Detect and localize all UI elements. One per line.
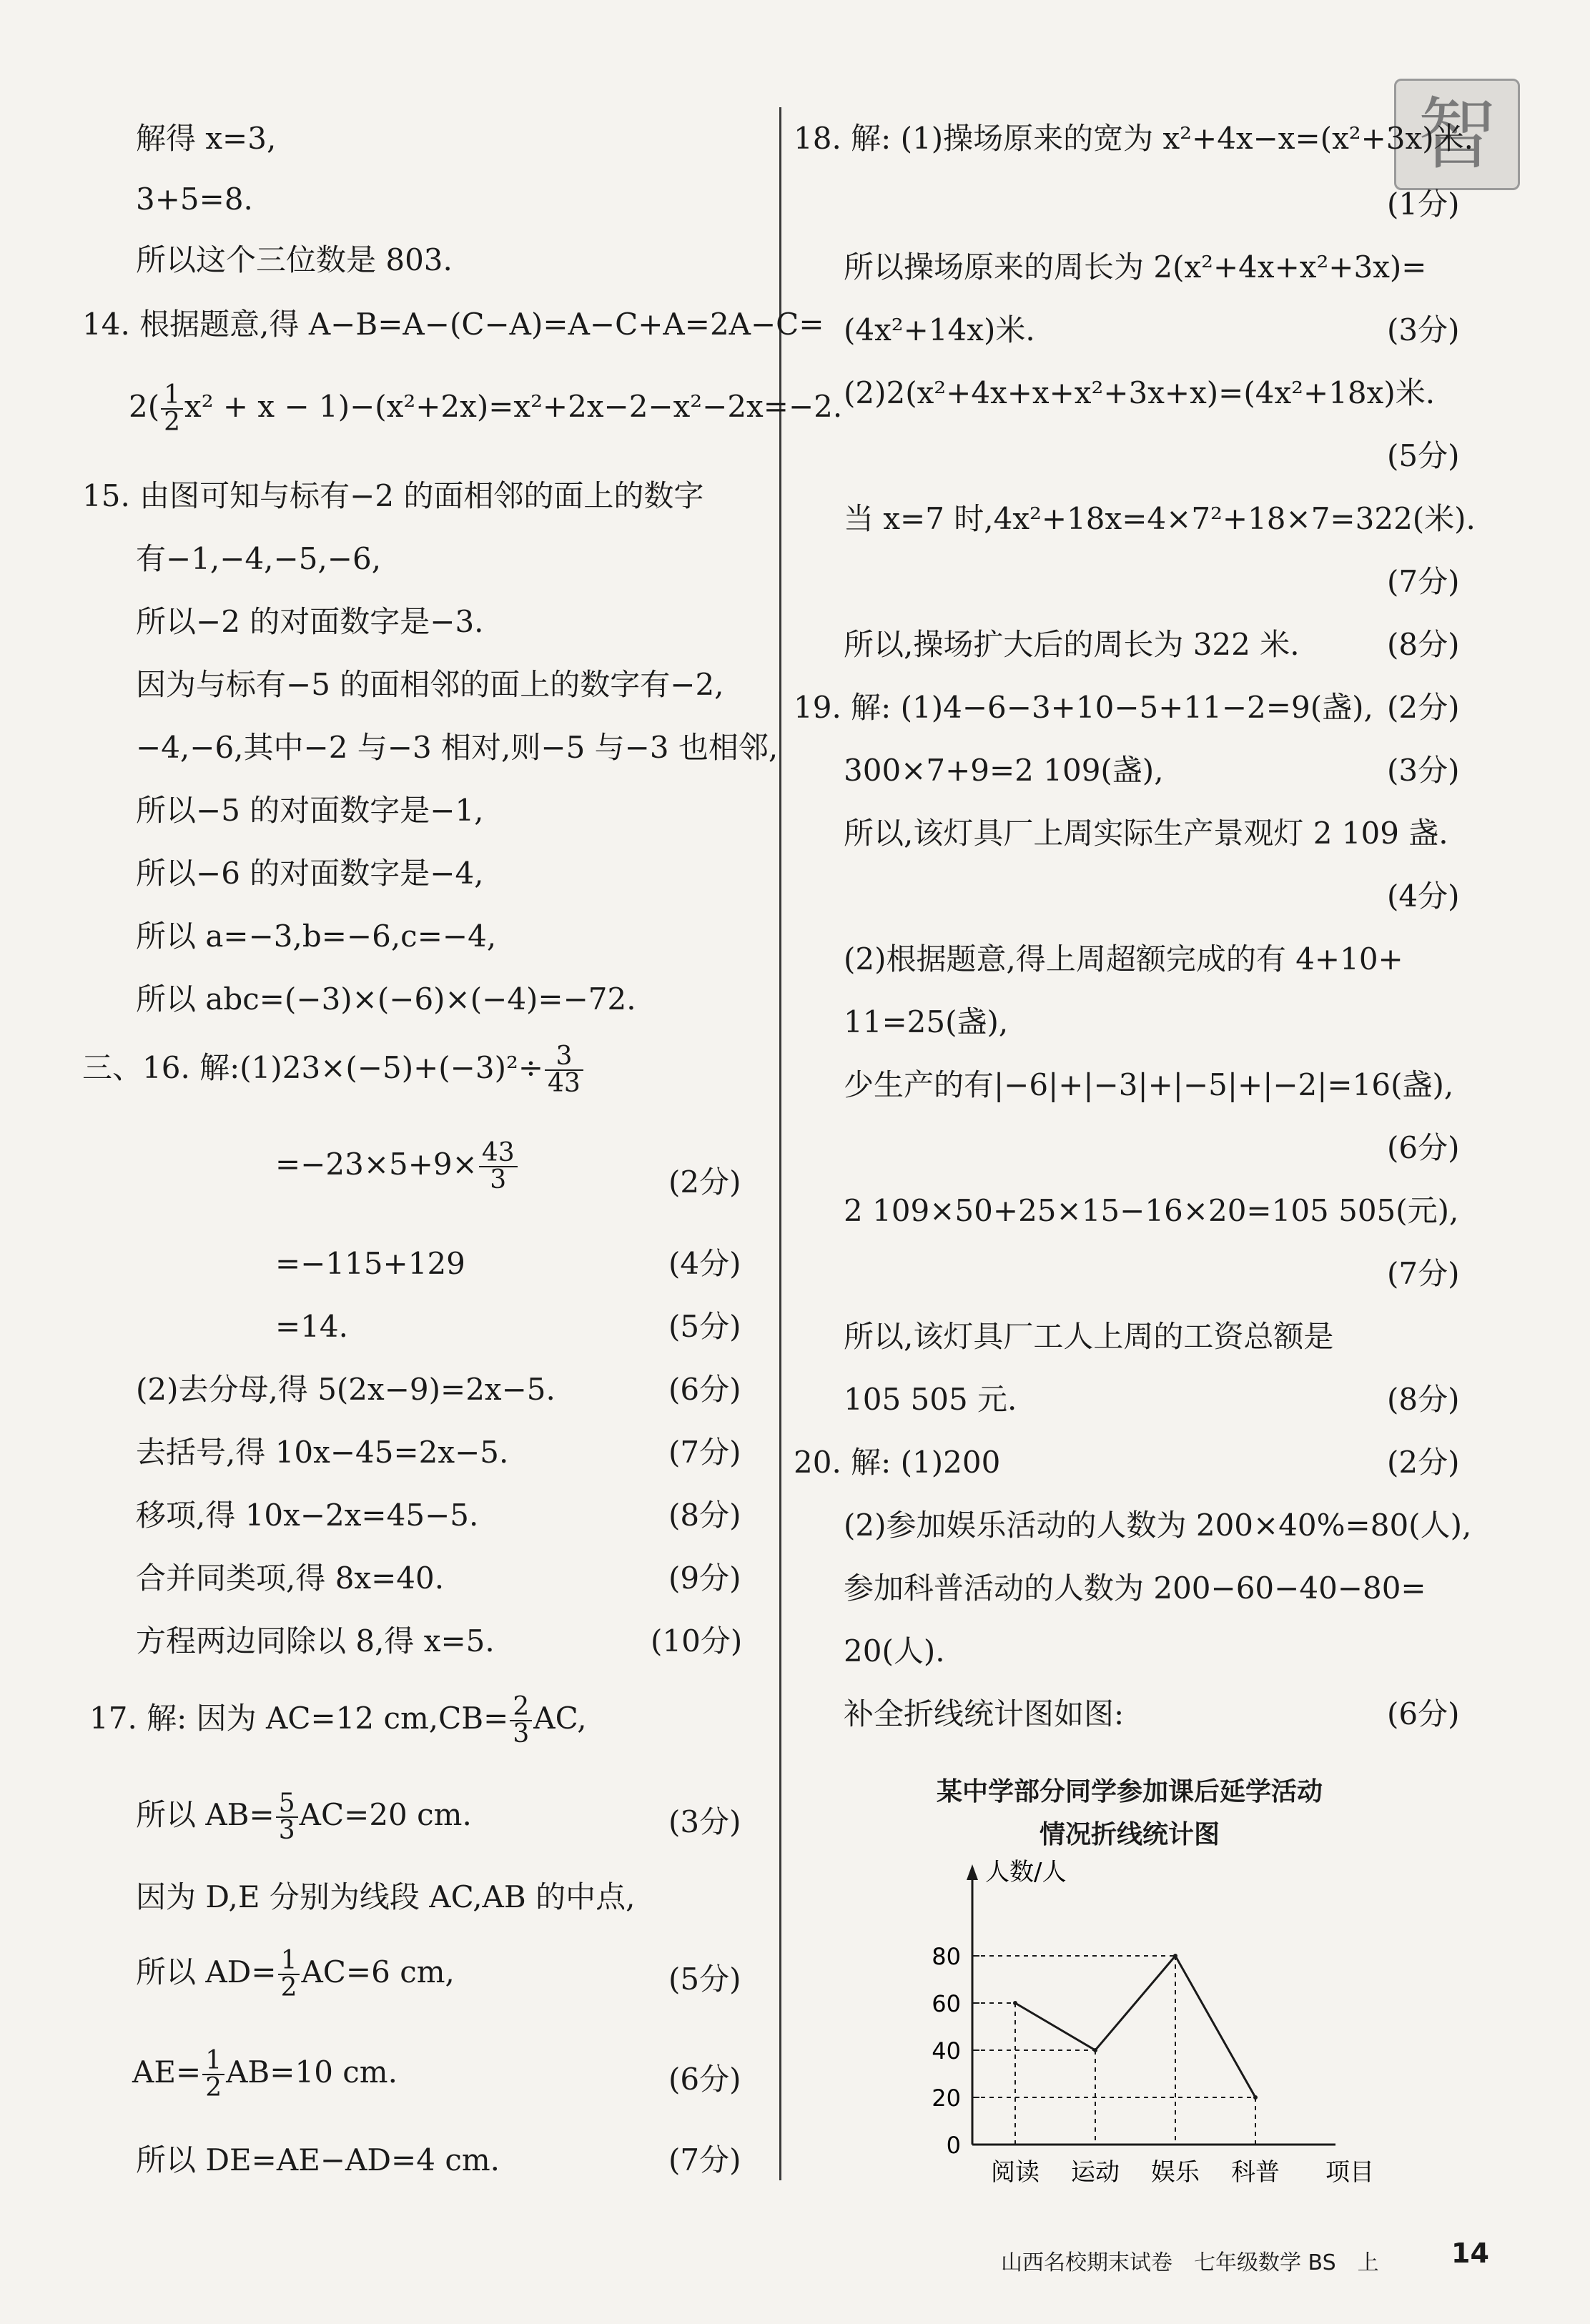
text-line: 合并同类项,得 8x=40. xyxy=(136,1561,445,1596)
text-line: 3+5=8. xyxy=(136,182,253,217)
text-line: 15. 由图可知与标有−2 的面相邻的面上的数字 xyxy=(82,478,704,513)
y-tick-label: 40 xyxy=(932,2037,961,2065)
fraction xyxy=(278,1948,300,2001)
fraction xyxy=(479,1140,518,1193)
text-line: 所以 abc=(−3)×(−6)×(−4)=−72. xyxy=(136,981,636,1017)
text-line: 所以 a=−3,b=−6,c=−4, xyxy=(136,919,497,954)
data-point xyxy=(1173,1954,1177,1958)
denominator: 43 xyxy=(548,1069,581,1098)
score-label: (7分) xyxy=(1387,564,1460,599)
y-tick-label: 0 xyxy=(946,2132,961,2159)
text-line: 20(人). xyxy=(844,1633,945,1668)
text-line: 所以−2 的对面数字是−3. xyxy=(136,604,484,639)
y-axis-arrow xyxy=(967,1864,978,1880)
text-line: 105 505 元. xyxy=(844,1382,1017,1417)
text-line: (2)2(x²+4x+x+x²+3x+x)=(4x²+18x)米. xyxy=(844,375,1436,410)
text-line: 因为 D,E 分别为线段 AC,AB 的中点, xyxy=(136,1879,636,1914)
footer-text: 山西名校期末试卷 七年级数学 BS 上 xyxy=(1001,2250,1379,2275)
formula-line xyxy=(89,1694,587,1747)
score-label: (2分) xyxy=(1387,1445,1460,1480)
x-tick-label: 科普 xyxy=(1231,2158,1280,2187)
text: AB=10 cm. xyxy=(226,2054,398,2090)
formula-line xyxy=(129,382,842,435)
score-label: (7分) xyxy=(668,2142,741,2177)
text: 所以 AD= xyxy=(136,1954,277,1989)
page-number: 14 xyxy=(1451,2238,1489,2269)
text-line: 移项,得 10x−2x=45−5. xyxy=(136,1498,479,1533)
score-label: (5分) xyxy=(1387,438,1460,473)
text: AC=20 cm. xyxy=(299,1797,472,1832)
denominator: 2 xyxy=(164,407,181,437)
fraction xyxy=(161,382,183,435)
data-point xyxy=(1093,2048,1097,2052)
text-line: 18. 解: (1)操场原来的宽为 x²+4x−x=(x²+3x)米. xyxy=(794,121,1473,156)
text-line: 所以−5 的对面数字是−1, xyxy=(136,793,484,828)
text-line: 因为与标有−5 的面相邻的面上的数字有−2, xyxy=(136,667,724,702)
text-line: =14. xyxy=(275,1309,348,1344)
chart-title: 某中学部分同学参加课后延学活动 xyxy=(936,1777,1323,1806)
text: 所以 AB= xyxy=(136,1797,275,1832)
score-label: (5分) xyxy=(668,1962,741,1997)
numerator: 3 xyxy=(545,1044,583,1071)
score-label: (8分) xyxy=(1387,627,1460,662)
data-point xyxy=(1253,2095,1258,2100)
y-tick-label: 20 xyxy=(932,2085,961,2112)
text-line: 有−1,−4,−5,−6, xyxy=(136,541,382,576)
score-label: (6分) xyxy=(1387,1696,1460,1731)
text-line: 当 x=7 时,4x²+18x=4×7²+18×7=322(米). xyxy=(844,501,1476,536)
text-line: (4x²+14x)米. xyxy=(844,312,1035,347)
score-label: (9分) xyxy=(668,1561,741,1596)
text: =−23×5+9× xyxy=(275,1147,478,1182)
text: AC, xyxy=(533,1701,587,1736)
score-label: (2分) xyxy=(1387,690,1460,725)
denominator: 3 xyxy=(490,1165,507,1195)
numerator: 2 xyxy=(510,1694,532,1721)
x-tick-label: 娱乐 xyxy=(1151,2158,1200,2187)
text-line: 300×7+9=2 109(盏), xyxy=(844,753,1164,788)
text: 17. 解: 因为 AC=12 cm,CB= xyxy=(89,1701,509,1736)
score-label: (8分) xyxy=(668,1498,741,1533)
text-line: 所以操场原来的周长为 2(x²+4x+x²+3x)= xyxy=(844,249,1427,285)
y-tick-label: 60 xyxy=(932,1990,961,2017)
score-label: (1分) xyxy=(1387,187,1460,222)
text-line: (2)根据题意,得上周超额完成的有 4+10+ xyxy=(844,941,1403,976)
text-line: 少生产的有|−6|+|−3|+|−5|+|−2|=16(盏), xyxy=(844,1067,1454,1102)
numerator: 43 xyxy=(479,1140,518,1167)
text-line: 所以−6 的对面数字是−4, xyxy=(136,856,484,891)
text: x² + x − 1)−(x²+2x)=x²+2x−2−x²−2x=−2. xyxy=(184,389,843,424)
text-line: 14. 根据题意,得 A−B=A−(C−A)=A−C+A=2A−C= xyxy=(82,307,824,342)
denominator: 2 xyxy=(280,1973,297,2002)
line-chart xyxy=(915,1851,1430,2195)
score-label: (4分) xyxy=(1387,879,1460,914)
formula-line xyxy=(136,1791,472,1844)
text-line: =−115+129 xyxy=(275,1246,465,1281)
text-line: 所以 DE=AE−AD=4 cm. xyxy=(136,2142,500,2177)
text-line: 20. 解: (1)200 xyxy=(794,1445,1001,1480)
score-label: (5分) xyxy=(668,1309,741,1344)
numerator: 1 xyxy=(202,2048,224,2075)
text: AE= xyxy=(132,2054,202,2090)
numerator: 1 xyxy=(161,382,183,410)
score-label: (2分) xyxy=(668,1165,741,1200)
score-label: (6分) xyxy=(668,1372,741,1407)
text-line: (2)去分母,得 5(2x−9)=2x−5. xyxy=(136,1372,555,1407)
text-line: 11=25(盏), xyxy=(844,1004,1009,1039)
score-label: (3分) xyxy=(1387,753,1460,788)
text-line: 19. 解: (1)4−6−3+10−5+11−2=9(盏), xyxy=(794,690,1373,725)
numerator: 1 xyxy=(278,1948,300,1975)
x-tick-label: 运动 xyxy=(1071,2158,1120,2187)
score-label: (8分) xyxy=(1387,1382,1460,1417)
text-line: 所以,该灯具厂工人上周的工资总额是 xyxy=(844,1319,1334,1354)
fraction xyxy=(545,1044,583,1097)
x-axis-label: 项目 xyxy=(1325,2158,1374,2187)
text-line: 所以这个三位数是 803. xyxy=(136,242,453,277)
score-label: (4分) xyxy=(668,1246,741,1281)
publisher-logo: 智 xyxy=(1394,79,1520,190)
score-label: (7分) xyxy=(1387,1256,1460,1291)
data-point xyxy=(1013,2001,1017,2005)
text-line: −4,−6,其中−2 与−3 相对,则−5 与−3 也相邻, xyxy=(136,730,779,765)
text-line: 去括号,得 10x−45=2x−5. xyxy=(136,1435,509,1470)
formula-line xyxy=(275,1140,519,1193)
score-label: (10分) xyxy=(651,1623,743,1658)
y-tick-label: 80 xyxy=(932,1943,961,1970)
fraction xyxy=(510,1694,532,1747)
text: 2( xyxy=(129,389,160,424)
score-label: (3分) xyxy=(668,1804,741,1839)
score-label: (6分) xyxy=(668,2062,741,2097)
y-axis-label: 人数/人 xyxy=(985,1858,1067,1887)
fraction xyxy=(276,1791,298,1844)
series-line xyxy=(1015,1956,1255,2097)
text-line: 补全折线统计图如图: xyxy=(844,1696,1125,1731)
denominator: 3 xyxy=(513,1719,530,1749)
formula-line xyxy=(82,1044,585,1097)
denominator: 2 xyxy=(205,2073,222,2102)
score-label: (6分) xyxy=(1387,1130,1460,1165)
text-line: (2)参加娱乐活动的人数为 200×40%=80(人), xyxy=(844,1508,1472,1543)
formula-line xyxy=(136,1948,455,2001)
text: 三、16. 解:(1)23×(−5)+(−3)²÷ xyxy=(82,1050,544,1085)
fraction xyxy=(202,2048,224,2101)
text-line: 方程两边同除以 8,得 x=5. xyxy=(136,1623,495,1658)
score-label: (7分) xyxy=(668,1435,741,1470)
denominator: 3 xyxy=(278,1816,295,1845)
text-line: 所以,操场扩大后的周长为 322 米. xyxy=(844,627,1300,662)
formula-line xyxy=(132,2048,398,2101)
text-line: 参加科普活动的人数为 200−60−40−80= xyxy=(844,1571,1426,1606)
numerator: 5 xyxy=(276,1791,298,1818)
chart-subtitle: 情况折线统计图 xyxy=(1039,1820,1220,1849)
text-line: 所以,该灯具厂上周实际生产景观灯 2 109 盏. xyxy=(844,816,1448,851)
text-line: 解得 x=3, xyxy=(136,121,277,156)
score-label: (3分) xyxy=(1387,312,1460,347)
text-line: 2 109×50+25×15−16×20=105 505(元), xyxy=(844,1193,1459,1228)
x-tick-label: 阅读 xyxy=(991,2158,1040,2187)
text: AC=6 cm, xyxy=(301,1954,455,1989)
